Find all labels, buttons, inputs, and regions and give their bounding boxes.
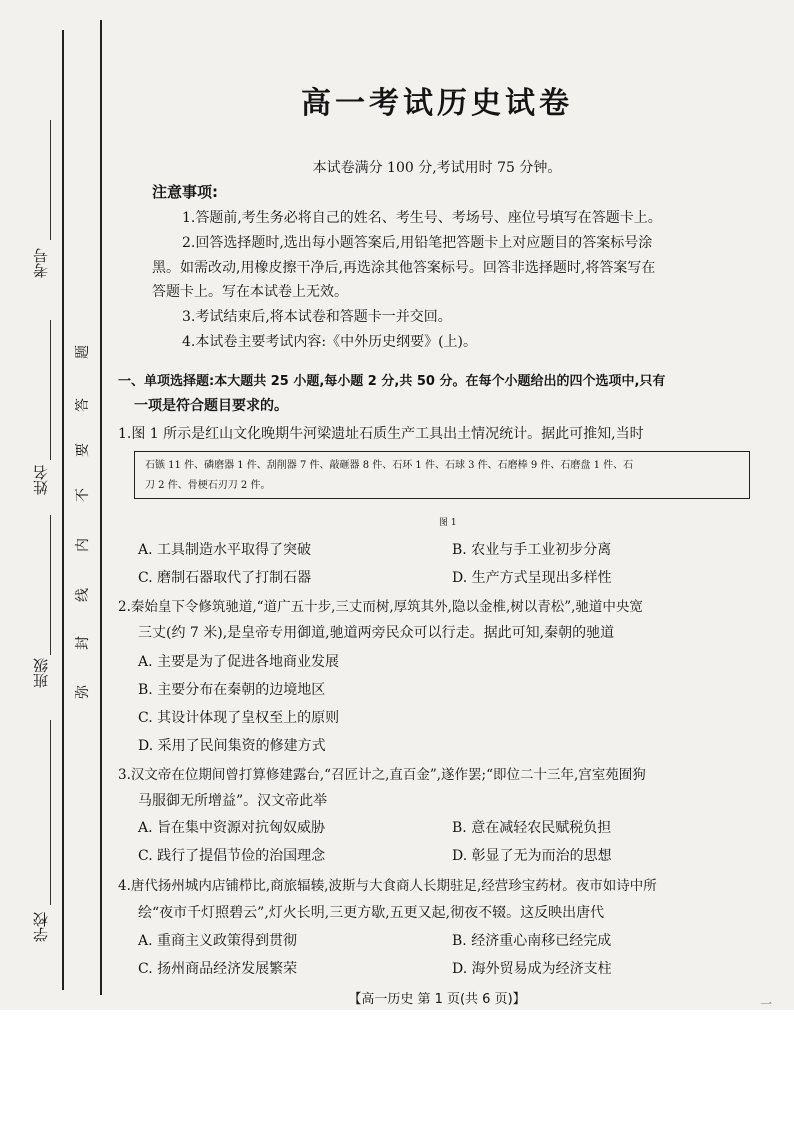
option-c: C. 扬州商品经济发展繁荣 (138, 961, 298, 977)
section-heading: 一、单项选择题:本大题共 25 小题,每小题 2 分,共 50 分。在每个小题给出的四个选项中,只有 (118, 374, 666, 389)
exam-number-line (50, 120, 51, 240)
question-3-stem: 3.汉文帝在位期间曾打算修建露台,“召匠计之,直百金”,遂作罢;“即位二十三年,宫室苑囿狗 (118, 767, 646, 783)
figure-1-text: 石镞 11 件、磷磨器 1 件、刮削器 7 件、敲砸器 8 件、石环 1 件、石球 3 件、石磨棒 9 件、石磨盘 1 件、石 (145, 460, 634, 471)
seal-char: 内 (75, 538, 91, 552)
option-a: A. 工具制造水平取得了突破 (138, 542, 312, 558)
exam-number-label: 考号 (32, 248, 50, 278)
question-2-stem-cont: 三丈(约 7 米),是皇帝专用御道,驰道两旁民众可以行走。据此可知,秦朝的驰道 (138, 625, 615, 641)
option-c: C. 磨制石器取代了打制石器 (138, 570, 312, 586)
seal-char: 题 (75, 345, 91, 359)
notes-line: 黑。如需改动,用橡皮擦干净后,再选涂其他答案标号。回答非选择题时,将答案写在 (152, 260, 656, 276)
notes-line: 3.考试结束后,将本试卷和答题卡一并交回。 (182, 309, 452, 325)
option-c: C. 践行了提倡节俭的治国理念 (138, 848, 326, 864)
question-1-stem: 1.图 1 所示是红山文化晚期牛河梁遗址石质生产工具出土情况统计。据此可推知,当时 (118, 426, 644, 442)
option-d: D. 海外贸易成为经济支柱 (452, 961, 612, 977)
question-2-stem: 2.秦始皇下令修筑驰道,“道广五十步,三丈而树,厚筑其外,隐以金椎,树以青松”,驰道中央宽 (118, 599, 643, 615)
figure-1-caption: 图 1 (439, 518, 457, 528)
option-d: D. 生产方式呈现出多样性 (452, 570, 612, 586)
seal-char: 封 (75, 636, 91, 650)
school-line (50, 720, 51, 905)
question-4-stem: 4.唐代扬州城内店铺栉比,商旅辐辏,波斯与大食商人长期驻足,经营珍宝药材。夜市如诗中所 (118, 878, 657, 894)
notes-line: 4.本试卷主要考试内容:《中外历史纲要》(上)。 (182, 334, 477, 350)
section-heading-cont: 一项是符合题目要求的。 (134, 398, 288, 414)
seal-char: 答 (75, 398, 91, 412)
option-c: C. 其设计体现了皇权至上的原则 (138, 710, 340, 726)
seal-char: 不 (75, 488, 91, 502)
option-a: A. 主要是为了促进各地商业发展 (138, 654, 340, 670)
question-3-stem-cont: 马服御无所增益”。汉文帝此举 (138, 793, 328, 809)
name-line (50, 320, 51, 460)
notes-line: 答题卡上。写在本试卷上无效。 (152, 284, 348, 300)
figure-1-box (134, 451, 750, 499)
class-label: 班级 (32, 658, 50, 688)
notes-heading: 注意事项: (152, 183, 218, 201)
option-d: D. 彰显了无为而治的思想 (452, 848, 612, 864)
seal-char: 要 (75, 443, 91, 457)
notes-line: 2.回答选择题时,选出每小题答案后,用铅笔把答题卡上对应题目的答案标号涂 (182, 235, 653, 251)
corner-mark: 一 (760, 997, 773, 1011)
option-b: B. 经济重心南移已经完成 (452, 933, 612, 949)
seal-char: 弥 (75, 685, 91, 699)
option-b: B. 主要分布在秦朝的边境地区 (138, 682, 326, 698)
option-a: A. 重商主义政策得到贯彻 (138, 933, 298, 949)
option-b: B. 意在减轻农民赋税负担 (452, 820, 612, 836)
option-a: A. 旨在集中资源对抗匈奴威胁 (138, 820, 326, 836)
binding-outer-line (62, 30, 64, 990)
figure-1-text: 刀 2 件、骨梗石刃刀 2 件。 (145, 480, 271, 491)
page-footer: 【高一历史 第 1 页(共 6 页)】 (348, 992, 526, 1007)
question-4-stem-cont: 绘“夜市千灯照碧云”,灯火长明,三更方歇,五更又起,彻夜不辍。这反映出唐代 (138, 905, 605, 921)
option-d: D. 采用了民间集资的修建方式 (138, 738, 326, 754)
class-line (50, 515, 51, 655)
name-label: 姓名 (32, 465, 50, 495)
option-b: B. 农业与手工业初步分离 (452, 542, 612, 558)
notes-line: 1.答题前,考生务必将自己的姓名、考生号、考场号、座位号填写在答题卡上。 (182, 210, 662, 226)
binding-inner-line (100, 20, 102, 995)
exam-info: 本试卷满分 100 分,考试用时 75 分钟。 (312, 160, 562, 176)
page-title: 高一考试历史试卷 (301, 86, 573, 121)
school-label: 学校 (32, 912, 50, 942)
seal-char: 线 (75, 588, 91, 602)
